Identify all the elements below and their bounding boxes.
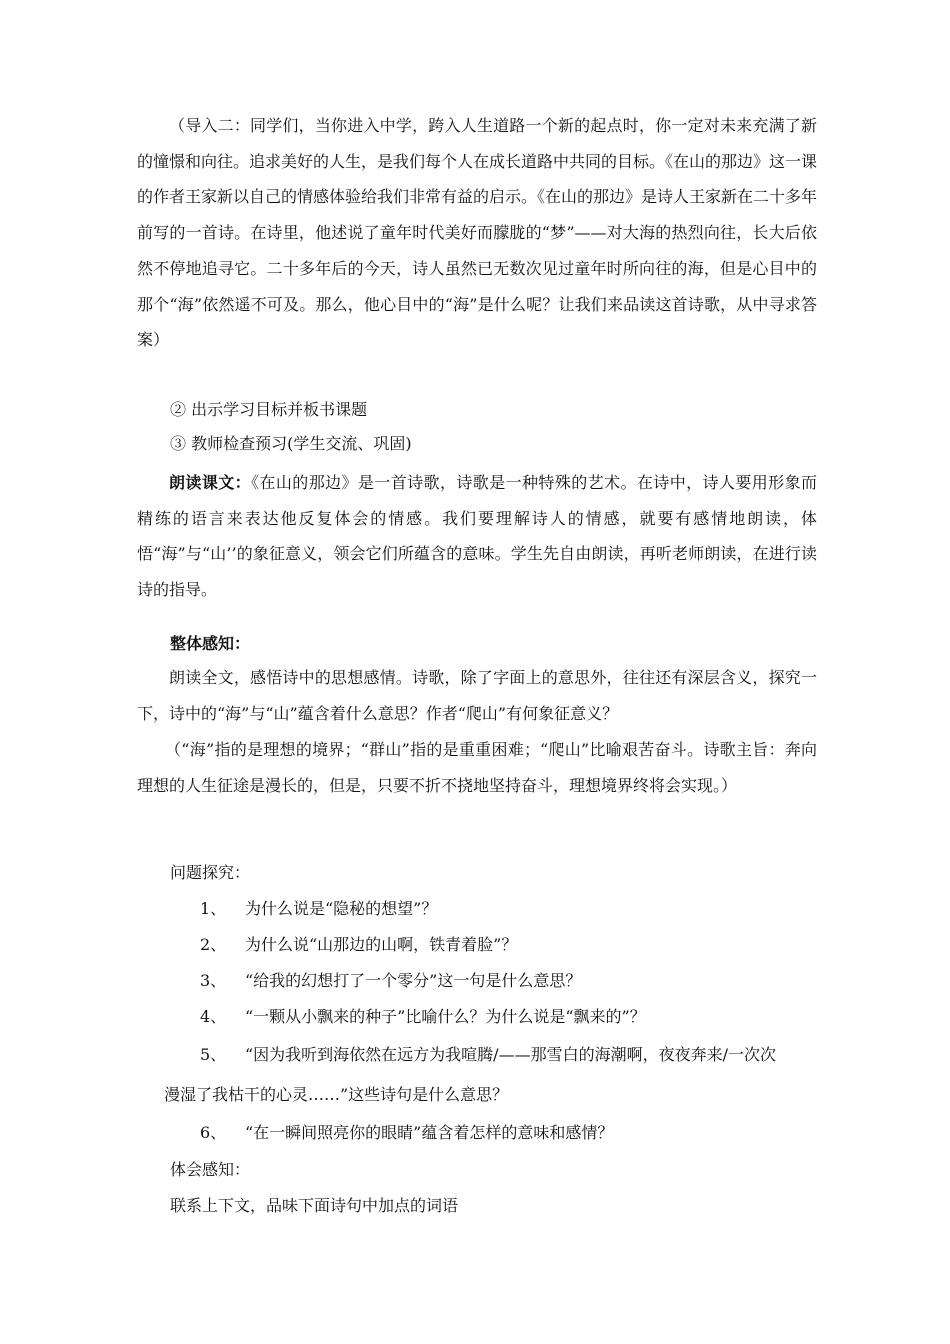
question-3: 3、 “给我的幻想打了一个零分”这一句是什么意思？: [200, 971, 582, 990]
experience-heading: 体会感知：: [170, 1160, 251, 1179]
step-2: ② 出示学习目标并板书课题: [170, 400, 368, 419]
question-2: 2、 为什么说“山那边的山啊，铁青着脸”？: [200, 935, 518, 954]
intro-paragraph: （导入二：同学们，当你进入中学，跨入人生道路一个新的起点时，你一定对未来充满了新的憧憬和向往。追求美好的人生，是我们每个人在成长道路中共同的目标。《在山的那边》这一课的作者王家新以自己的情感体验给我们非常有益的启示。《在山的那边》是诗人王家新在二十多年前写的一首诗。在诗里，他述说了童年时代美好而朦胧的“梦”——对大海的热烈向往，长大后依然不停地追寻它。二十多年后的今天，诗人虽然已无数次见过童年时所向往的海，但是心目中的那个“海”依然遥不可及。那么，他心目中的“海”是什么呢？让我们来品读这首诗歌，从中寻求答案）: [137, 116, 818, 350]
reading-paragraph: [137, 465, 817, 608]
reading-heading: 朗读课文：: [169, 473, 252, 492]
question-5: 5、 “因为我听到海依然在远方为我喧腾/——那雪白的海潮啊，夜夜奔来/一次次: [200, 1045, 776, 1064]
overall-answer: （“海”指的是理想的境界；“群山”指的是重重困难；“爬山”比喻艰苦奋斗。诗歌主旨：奔向理想的人生征途是漫长的，但是，只要不折不挠地坚持奋斗，理想境界终将会实现。）: [137, 740, 817, 795]
overall-heading: 整体感知：: [170, 634, 251, 653]
question-1: 1、 为什么说是“隐秘的想望”？: [200, 899, 438, 918]
question-5-continued: 漫湿了我枯干的心灵……”这些诗句是什么意思？: [164, 1085, 509, 1104]
step-3: ③ 教师检查预习(学生交流、巩固): [170, 434, 412, 453]
inquiry-heading: 问题探究：: [170, 863, 251, 882]
question-6: 6、 “在一瞬间照亮你的眼睛”蕴含着怎样的意味和感情？: [200, 1123, 614, 1142]
experience-text: 联系上下文，品味下面诗句中加点的词语: [170, 1196, 459, 1215]
overall-text: 朗读全文，感悟诗中的思想感情。诗歌，除了字面上的意思外，往往还有深层含义，探究一下，诗中的“海”与“山”蕴含着什么意思？作者“爬山”有何象征意义？: [137, 668, 817, 723]
reading-text: 《在山的那边》是一首诗歌，诗歌是一种特殊的艺术。在诗中，诗人要用形象而精练的语言来表达他反复体会的情感。我们要理解诗人的情感，就要有感情地朗读，体悟“海”与“山’’的象征意义，领会它们所蕴含的意味。学生先自由朗读，再听老师朗读，在进行读诗的指导。: [137, 473, 817, 600]
question-4: 4、 “一颗从小飘来的种子”比喻什么？为什么说是“飘来的”？: [200, 1007, 646, 1026]
